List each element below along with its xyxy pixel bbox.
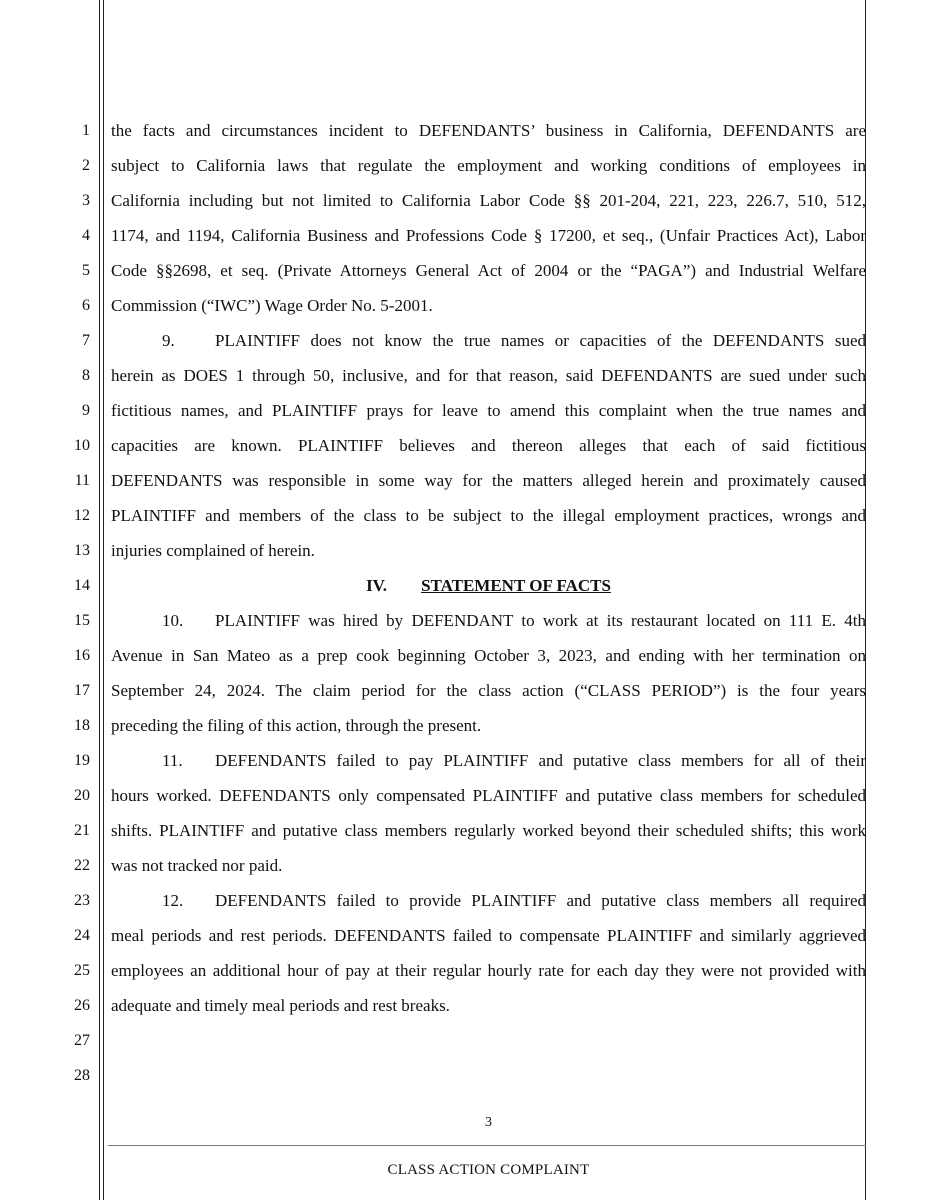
body-text: DEFENDANTS failed to pay PLAINTIFF and putative class members for all of their bbox=[215, 751, 866, 770]
body-line: meal periods and rest periods. DEFENDANTS failed to compensate PLAINTIFF and similarly aggrieved bbox=[111, 926, 866, 945]
paragraph-number: 12. bbox=[162, 891, 184, 910]
body-line: Avenue in San Mateo as a prep cook beginning October 3, 2023, and ending with her termination on bbox=[111, 646, 866, 665]
body-line: preceding the filing of this action, through the present. bbox=[111, 716, 482, 735]
body-line: fictitious names, and PLAINTIFF prays for leave to amend this complaint when the true names and bbox=[111, 401, 866, 420]
line-number: 18 bbox=[74, 717, 90, 734]
line-number: 4 bbox=[82, 227, 90, 244]
paragraph-number: 10. bbox=[162, 611, 184, 630]
line-number: 21 bbox=[74, 822, 90, 839]
body-line: September 24, 2024. The claim period for the class action (“CLASS PERIOD”) is the four years bbox=[111, 681, 866, 700]
right-margin-rule bbox=[865, 0, 866, 1200]
body-line: Commission (“IWC”) Wage Order No. 5-2001. bbox=[111, 296, 433, 315]
line-number: 15 bbox=[74, 612, 90, 629]
body-line: subject to California laws that regulate the employment and working conditions of employees in bbox=[111, 156, 866, 175]
line-number: 12 bbox=[74, 507, 90, 524]
line-number: 11 bbox=[74, 472, 90, 489]
body-line: shifts. PLAINTIFF and putative class members regularly worked beyond their scheduled shifts; this work bbox=[111, 821, 866, 840]
section-heading bbox=[111, 576, 866, 596]
line-number: 23 bbox=[74, 892, 90, 909]
line-number: 14 bbox=[74, 577, 90, 594]
line-number: 9 bbox=[82, 402, 90, 419]
line-number: 26 bbox=[74, 997, 90, 1014]
line-number: 10 bbox=[74, 437, 90, 454]
body-line: Code §§2698, et seq. (Private Attorneys General Act of 2004 or the “PAGA”) and Industrial Welfare bbox=[111, 261, 866, 280]
line-number: 28 bbox=[74, 1067, 90, 1084]
paragraph-number: 9. bbox=[162, 331, 175, 350]
line-number: 2 bbox=[82, 157, 90, 174]
body-line: was not tracked nor paid. bbox=[111, 856, 283, 875]
body-text: PLAINTIFF does not know the true names or capacities of the DEFENDANTS sued bbox=[215, 331, 866, 350]
section-number: IV. bbox=[366, 576, 388, 595]
body-line: employees an additional hour of pay at their regular hourly rate for each day they were not provided with bbox=[111, 961, 866, 980]
body-line: injuries complained of herein. bbox=[111, 541, 315, 560]
line-number: 24 bbox=[74, 927, 90, 944]
paragraph-11-first-line bbox=[111, 751, 866, 771]
paragraph-9-first-line bbox=[111, 331, 866, 351]
body-line: adequate and timely meal periods and rest breaks. bbox=[111, 996, 450, 1015]
paragraph-12-first-line bbox=[111, 891, 866, 911]
line-number: 25 bbox=[74, 962, 90, 979]
paragraph-10-first-line bbox=[111, 611, 866, 631]
body-line: 1174, and 1194, California Business and Professions Code § 17200, et seq., (Unfair Practices Act), Labor bbox=[111, 226, 866, 245]
section-title: STATEMENT OF FACTS bbox=[421, 576, 611, 595]
body-line: the facts and circumstances incident to DEFENDANTS’ business in California, DEFENDANTS are bbox=[111, 121, 866, 140]
line-number: 5 bbox=[82, 262, 90, 279]
line-number: 19 bbox=[74, 752, 90, 769]
line-number: 6 bbox=[82, 297, 90, 314]
body-line: PLAINTIFF and members of the class to be subject to the illegal employment practices, wrongs and bbox=[111, 506, 866, 525]
line-number: 8 bbox=[82, 367, 90, 384]
body-line: capacities are known. PLAINTIFF believes and thereon alleges that each of said fictitious bbox=[111, 436, 866, 455]
line-number: 7 bbox=[82, 332, 90, 349]
footer-title: CLASS ACTION COMPLAINT bbox=[387, 1162, 590, 1178]
line-number: 13 bbox=[74, 542, 90, 559]
line-number: 1 bbox=[82, 122, 90, 139]
line-number: 27 bbox=[74, 1032, 90, 1049]
body-text: DEFENDANTS failed to provide PLAINTIFF and putative class members all required bbox=[215, 891, 866, 910]
line-number: 20 bbox=[74, 787, 90, 804]
line-number: 3 bbox=[82, 192, 90, 209]
body-line: herein as DOES 1 through 50, inclusive, and for that reason, said DEFENDANTS are sued under such bbox=[111, 366, 866, 385]
footer-divider bbox=[108, 1145, 866, 1146]
line-number: 16 bbox=[74, 647, 90, 664]
line-number: 22 bbox=[74, 857, 90, 874]
paragraph-number: 11. bbox=[162, 751, 183, 770]
body-text: PLAINTIFF was hired by DEFENDANT to work at its restaurant located on 111 E. 4th bbox=[215, 611, 866, 630]
body-line: California including but not limited to California Labor Code §§ 201-204, 221, 223, 226.7, 510, 512, bbox=[111, 191, 866, 210]
left-margin-rule-inner bbox=[103, 0, 104, 1200]
page-number: 3 bbox=[485, 1115, 492, 1130]
line-number: 17 bbox=[74, 682, 90, 699]
body-line: hours worked. DEFENDANTS only compensated PLAINTIFF and putative class members for scheduled bbox=[111, 786, 866, 805]
body-line: DEFENDANTS was responsible in some way for the matters alleged herein and proximately caused bbox=[111, 471, 866, 490]
left-margin-rule-outer bbox=[99, 0, 100, 1200]
